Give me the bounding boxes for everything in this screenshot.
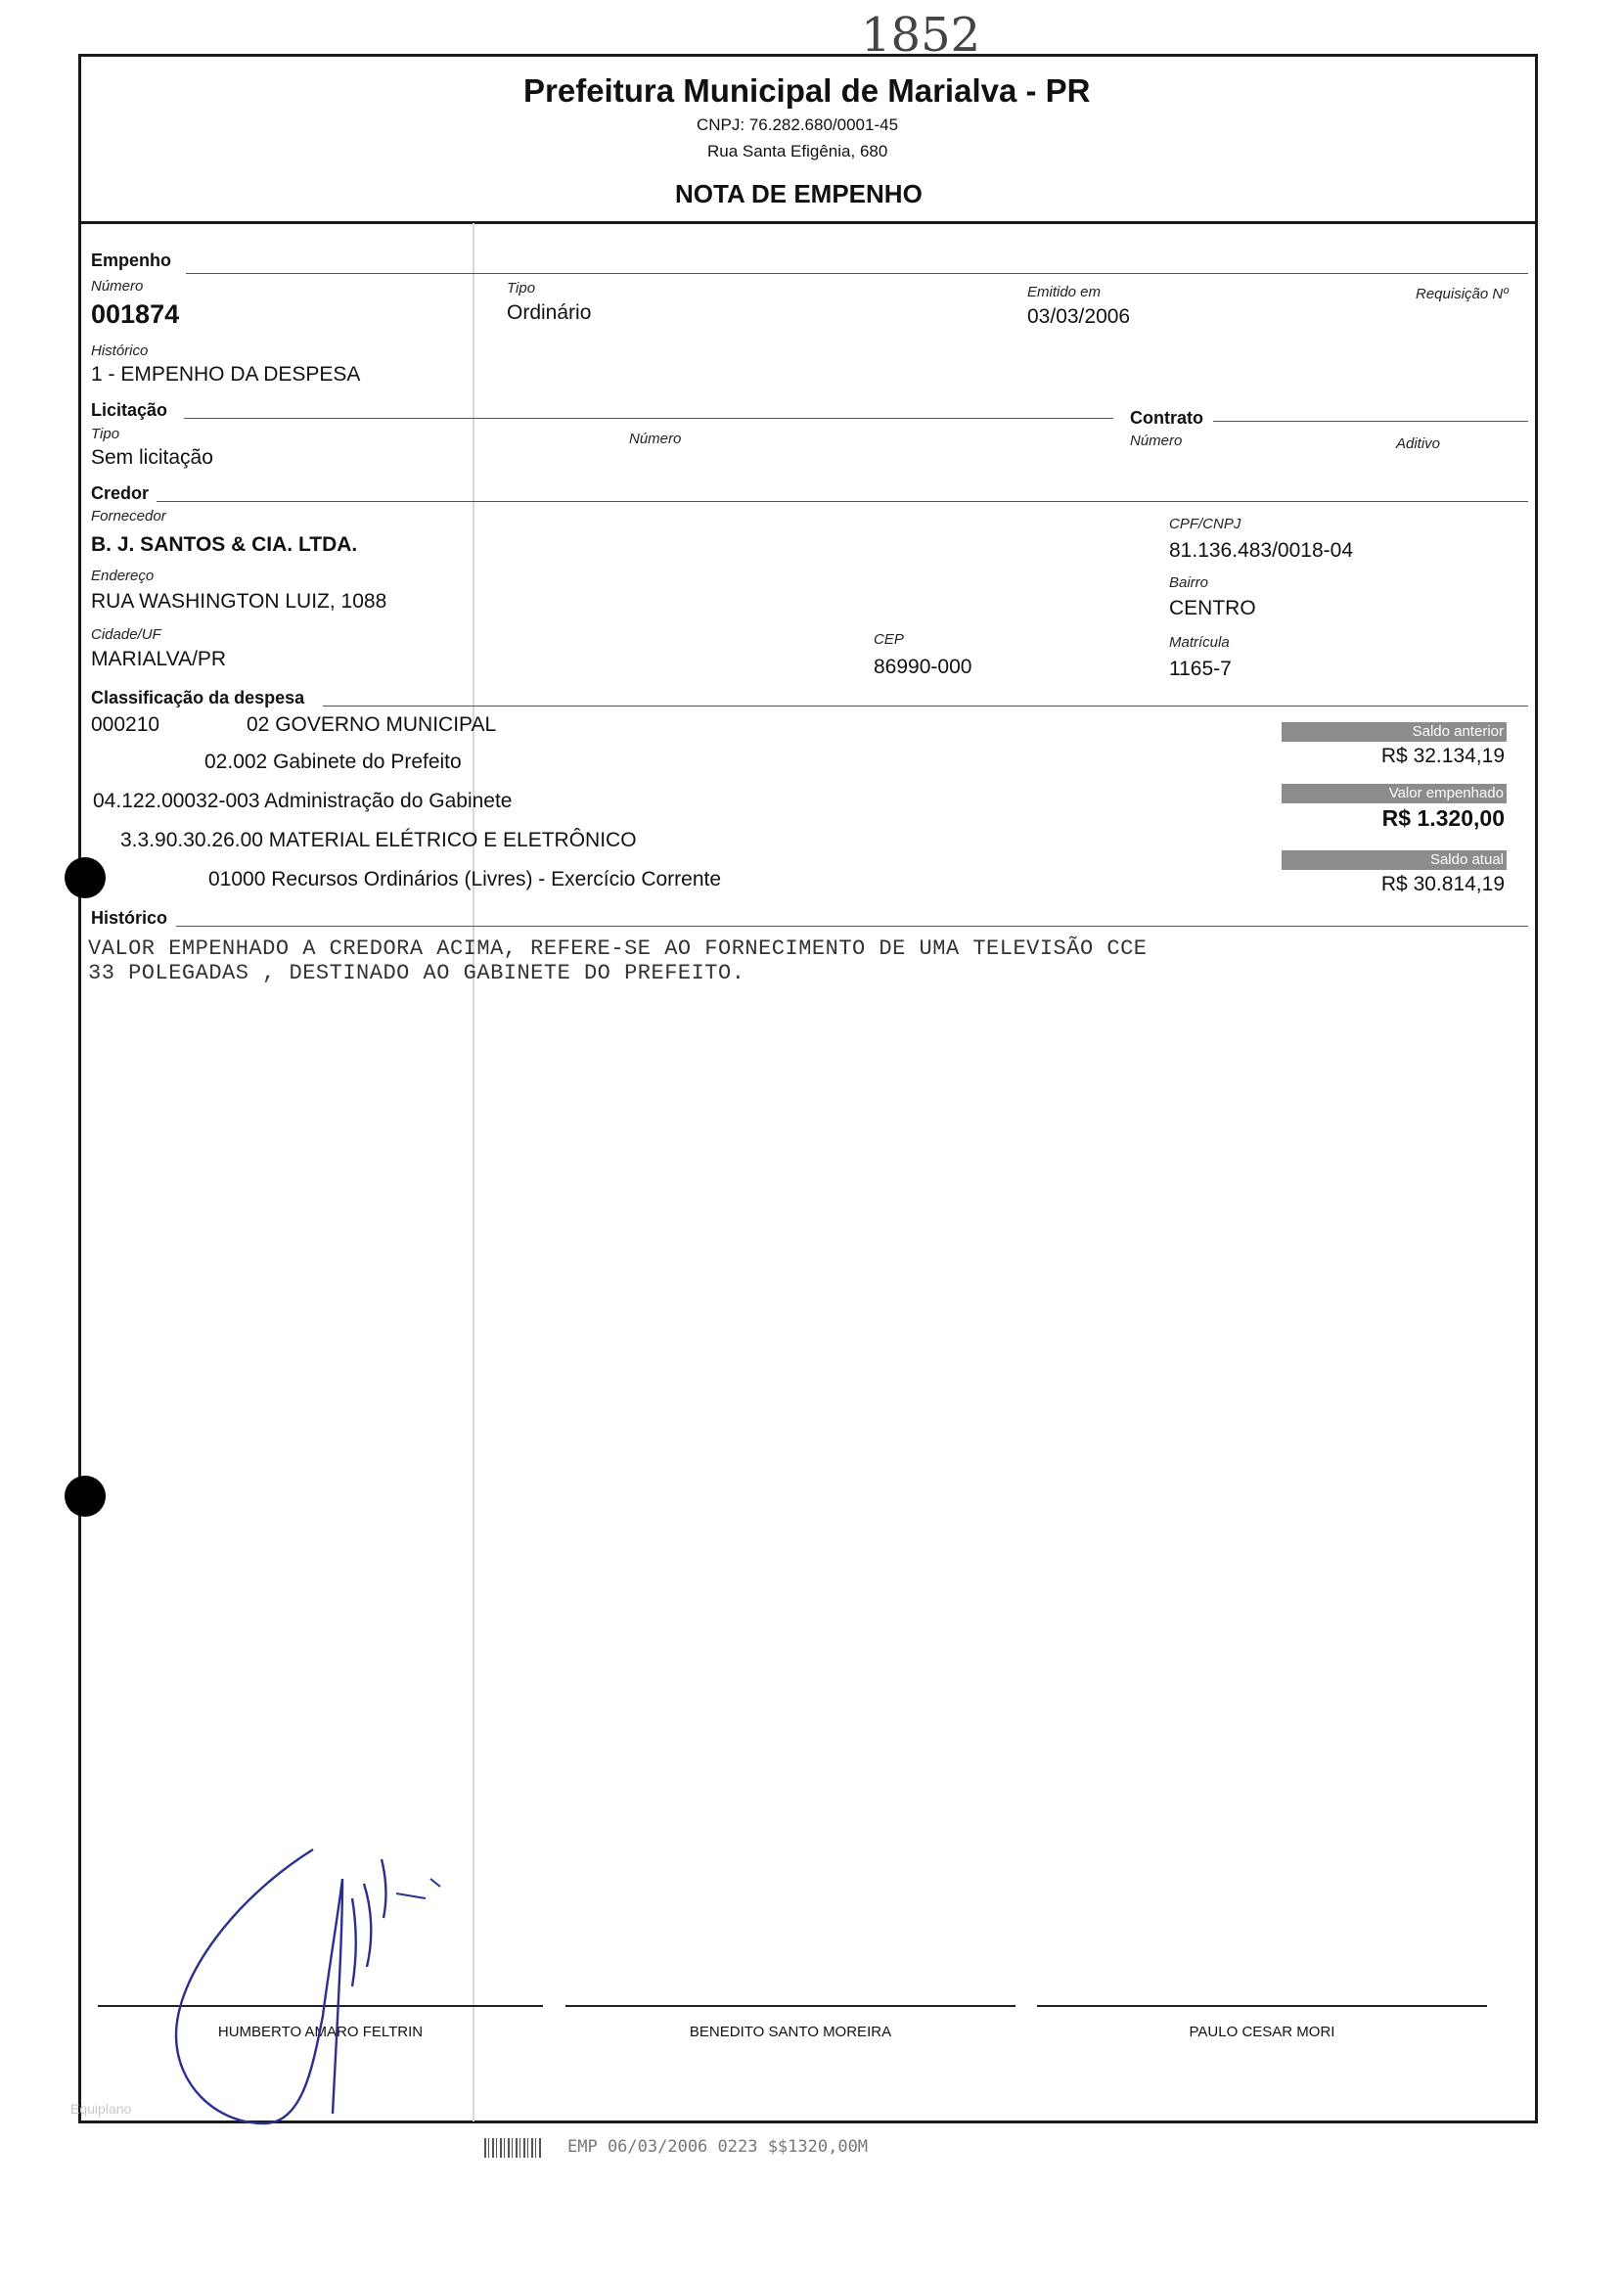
org-name: Prefeitura Municipal de Marialva - PR [523, 72, 1091, 109]
credor-fornecedor-label: Fornecedor [91, 508, 166, 524]
credor-bairro-label: Bairro [1169, 574, 1209, 591]
historico-line-2: 33 POLEGADAS , DESTINADO AO GABINETE DO PREFEITO. [88, 961, 745, 985]
signature-name-2: BENEDITO SANTO MOREIRA [689, 2024, 892, 2040]
credor-cpf: 81.136.483/0018-04 [1169, 539, 1354, 562]
software-watermark: Equiplano [70, 2101, 132, 2117]
historico-section-title: Histórico [91, 908, 173, 929]
valor-empenhado-value: R$ 1.320,00 [1381, 805, 1505, 831]
valor-empenhado-label: Valor empenhado [1282, 784, 1507, 803]
classificacao-section-title: Classificação da despesa [91, 688, 310, 708]
signature-name-3: PAULO CESAR MORI [1189, 2024, 1335, 2040]
licitacao-numero-label: Número [629, 431, 682, 447]
licitacao-rule [184, 418, 1113, 419]
contrato-section-title: Contrato [1130, 408, 1209, 429]
handwritten-number: 1852 [861, 8, 981, 63]
fold-line [473, 223, 474, 2121]
punch-hole-top [65, 857, 106, 898]
signature-name-1: HUMBERTO AMARO FELTRIN [217, 2024, 424, 2040]
document-title: NOTA DE EMPENHO [675, 179, 923, 208]
historico-line-1: VALOR EMPENHADO A CREDORA ACIMA, REFERE-SE AO FORNECIMENTO DE UMA TELEVISÃO CCE [88, 936, 1148, 961]
credor-cep: 86990-000 [874, 656, 972, 678]
credor-matricula: 1165-7 [1169, 658, 1232, 680]
contrato-numero-label: Número [1130, 433, 1183, 449]
empenho-emitido-label: Emitido em [1027, 284, 1102, 300]
saldo-atual-label: Saldo atual [1282, 850, 1507, 870]
authentication-stamp: EMP 06/03/2006 0223 $$1320,00M [567, 2137, 869, 2157]
header-divider [78, 221, 1538, 224]
historico-rule [176, 926, 1528, 927]
empenho-tipo: Ordinário [507, 301, 592, 324]
empenho-rule [186, 273, 1528, 274]
credor-endereco-label: Endereço [91, 568, 155, 584]
classificacao-orgao: 02 GOVERNO MUNICIPAL [247, 713, 497, 736]
empenho-numero: 001874 [91, 299, 180, 329]
credor-cidade-label: Cidade/UF [91, 626, 161, 643]
licitacao-tipo-label: Tipo [91, 426, 120, 442]
signature-line-2 [565, 2005, 1015, 2007]
classificacao-funcional: 04.122.00032-003 Administração do Gabinete [93, 790, 513, 812]
classificacao-elemento: 3.3.90.30.26.00 MATERIAL ELÉTRICO E ELETRÔNICO [120, 829, 637, 851]
licitacao-tipo: Sem licitação [91, 446, 213, 469]
classificacao-rule [323, 706, 1528, 707]
saldo-atual-value: R$ 30.814,19 [1380, 873, 1505, 895]
empenho-section-title: Empenho [91, 251, 177, 271]
empenho-numero-label: Número [91, 278, 144, 295]
credor-endereco: RUA WASHINGTON LUIZ, 1088 [91, 590, 387, 613]
handwritten-signature [157, 1840, 509, 2133]
licitacao-section-title: Licitação [91, 400, 173, 421]
credor-cidade: MARIALVA/PR [91, 648, 227, 670]
empenho-tipo-label: Tipo [507, 280, 536, 296]
saldo-anterior-value: R$ 32.134,19 [1380, 745, 1505, 767]
credor-fornecedor: B. J. SANTOS & CIA. LTDA. [91, 533, 358, 556]
contrato-aditivo-label: Aditivo [1396, 435, 1441, 452]
saldo-anterior-label: Saldo anterior [1282, 722, 1507, 742]
empenho-historico: 1 - EMPENHO DA DESPESA [91, 363, 361, 386]
contrato-rule [1213, 421, 1528, 422]
classificacao-recurso: 01000 Recursos Ordinários (Livres) - Exercício Corrente [208, 868, 722, 890]
credor-cpf-label: CPF/CNPJ [1169, 516, 1241, 532]
classificacao-unidade: 02.002 Gabinete do Prefeito [204, 751, 462, 773]
classificacao-codigo: 000210 [91, 713, 160, 736]
signature-line-3 [1037, 2005, 1487, 2007]
credor-cep-label: CEP [874, 631, 904, 648]
punch-hole-bottom [65, 1476, 106, 1517]
credor-rule [157, 501, 1528, 502]
credor-bairro: CENTRO [1169, 597, 1256, 619]
credor-section-title: Credor [91, 483, 155, 504]
org-address: Rua Santa Efigênia, 680 [707, 142, 888, 160]
empenho-requisicao-label: Requisição Nº [1416, 286, 1509, 302]
credor-matricula-label: Matrícula [1169, 634, 1230, 651]
empenho-historico-label: Histórico [91, 342, 149, 359]
barcode-icon [484, 2138, 543, 2158]
org-cnpj: CNPJ: 76.282.680/0001-45 [697, 115, 899, 134]
empenho-emitido: 03/03/2006 [1027, 305, 1131, 328]
